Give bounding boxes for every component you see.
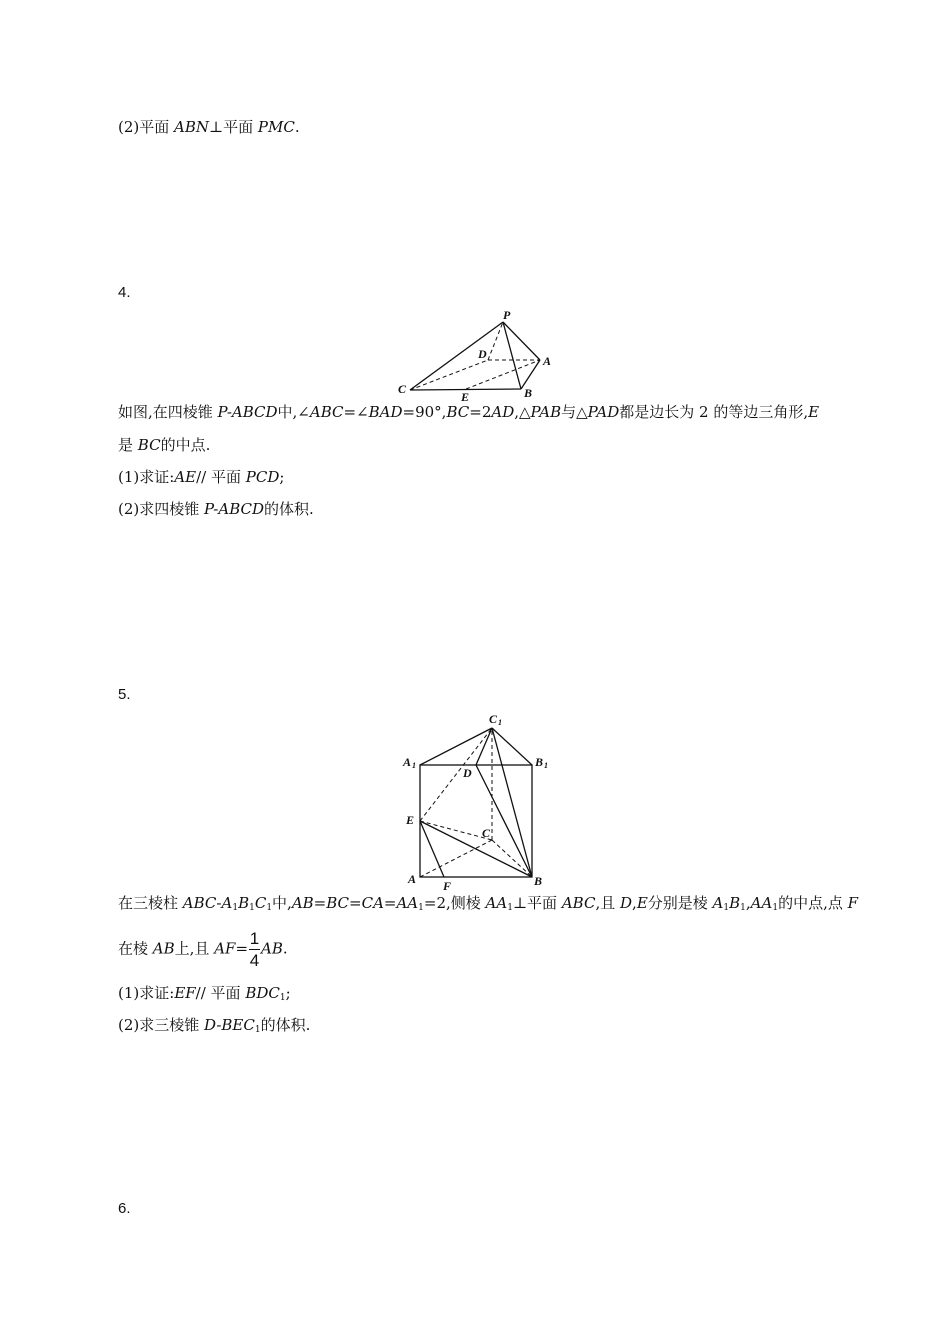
edge-ba bbox=[521, 360, 540, 389]
label-b: B bbox=[524, 386, 533, 400]
problem4-statement-line2: 是 BC的中点. bbox=[118, 436, 211, 454]
problem-4-number: 4. bbox=[118, 284, 131, 301]
problem5-question1: (1)求证:EF// 平面 $BDC_1$; bbox=[118, 984, 291, 1003]
label-b1-sub: 1 bbox=[544, 761, 548, 770]
edge-db bbox=[476, 765, 532, 877]
edge-a1c1 bbox=[420, 728, 492, 765]
label-e: E bbox=[461, 390, 470, 404]
label-c1: C bbox=[489, 712, 498, 726]
label-a1-sub: 1 bbox=[412, 761, 416, 770]
edge-cb-hidden bbox=[492, 840, 532, 877]
problem5-statement-line2: 在棱 AB上,且 AF= $\frac{1}{4}$ AB. bbox=[118, 929, 288, 970]
label-d: D bbox=[478, 347, 487, 361]
problem-6-number: 6. bbox=[118, 1200, 131, 1217]
label-p: P bbox=[503, 308, 511, 322]
problem4-statement-line1: 如图,在四棱锥 P-ABCD中,∠ABC=∠BAD=90°,BC=2AD,△PAB与△PAD都是边长为 2 的等边三角形,E bbox=[118, 403, 820, 421]
problem4-question1: (1)求证:AE// 平面 PCD; bbox=[118, 468, 285, 486]
problem-5-number: 5. bbox=[118, 686, 131, 703]
edge-ef bbox=[420, 821, 444, 877]
label-a: A bbox=[408, 872, 417, 886]
label-b: B bbox=[534, 874, 543, 888]
pyramid-figure bbox=[390, 305, 560, 405]
edge-c1b bbox=[492, 728, 532, 877]
problem3-item2: (2)平面 ABN⊥平面 PMC. bbox=[118, 118, 300, 136]
prism-figure bbox=[400, 710, 560, 892]
label-f: F bbox=[443, 879, 452, 892]
edge-c1b1 bbox=[492, 728, 532, 765]
label-a1: A bbox=[403, 755, 412, 769]
label-a: A bbox=[543, 354, 552, 368]
problem5-question2: (2)求三棱锥 $D-BEC_1$的体积. bbox=[118, 1016, 311, 1035]
label-c1-sub: 1 bbox=[498, 718, 502, 727]
label-d: D bbox=[463, 766, 472, 780]
label-e: E bbox=[406, 813, 415, 827]
edge-c1d bbox=[476, 728, 492, 765]
label-c: C bbox=[482, 826, 491, 840]
problem4-question2: (2)求四棱锥 P-ABCD的体积. bbox=[118, 500, 314, 518]
label-c: C bbox=[398, 382, 407, 396]
fraction-one-quarter: $\frac{1}{4}$ bbox=[249, 929, 260, 970]
label-b1: B bbox=[535, 755, 544, 769]
edge-eb bbox=[420, 821, 532, 877]
problem5-statement-line1: 在三棱柱 ABC-$A_1B_1C_1$中$,AB=BC=CA=AA_1=2$,侧棱 $AA_1\perp$平面 ABC,且 D,E分别是棱 $A_1B_1,AA_1$的中点,点 F bbox=[118, 894, 859, 913]
